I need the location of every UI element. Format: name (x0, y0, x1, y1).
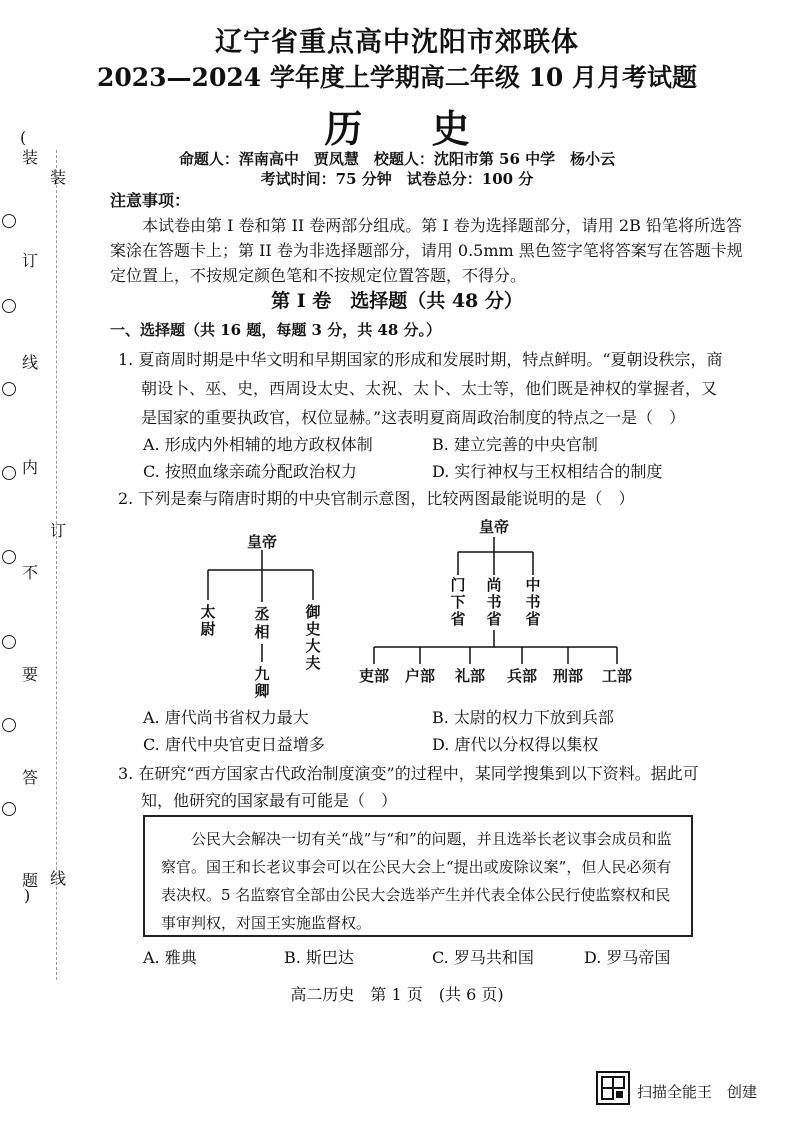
option-c[interactable]: C. 唐代中央官吏日益增多 (143, 735, 325, 754)
section-part: 一、选择题（共 16 题，每题 3 分，共 48 分。） (110, 321, 442, 339)
ministry: 吏部 (358, 667, 390, 685)
qin-emperor: 皇帝 (246, 533, 278, 551)
question-text: 1. 夏商周时期是中华文明和早期国家的形成和发展时期，特点鲜明。“夏朝设秩宗，商 (118, 350, 723, 369)
notes-line: 定位置上，不按规定颜色笔和不按规定位置答题，不得分。 (110, 266, 527, 285)
margin-char: 装 (22, 148, 39, 167)
ministry: 兵部 (506, 667, 538, 685)
ministry: 工部 (601, 667, 633, 685)
option-c[interactable]: C. 罗马共和国 (432, 948, 534, 967)
margin-char: 不 (22, 563, 39, 582)
scanner-watermark: 扫描全能王 创建 (637, 1083, 758, 1101)
tang-shangshu: 尚书省 (486, 576, 502, 628)
option-d[interactable]: D. 唐代以分权得以集权 (432, 735, 599, 754)
option-d[interactable]: D. 罗马帝国 (584, 948, 671, 967)
margin-char: 内 (22, 458, 39, 477)
tang-emperor: 皇帝 (478, 518, 510, 536)
qin-jiuqing: 九卿 (254, 665, 270, 700)
qin-taiwei: 太尉 (200, 603, 216, 638)
margin-char: 装 (50, 168, 67, 187)
option-b[interactable]: B. 斯巴达 (284, 948, 354, 967)
option-a[interactable]: A. 唐代尚书省权力最大 (143, 708, 309, 727)
margin-char: 线 (22, 353, 39, 372)
option-a[interactable]: A. 雅典 (143, 948, 197, 967)
tang-zhongshu: 中书省 (525, 576, 541, 628)
margin-char: 订 (50, 521, 67, 540)
margin-char: 线 (50, 869, 67, 888)
margin-char: ( (20, 128, 27, 147)
authors: 命题人：浑南高中 贾凤慧 校题人：沈阳市第 56 中学 杨小云 (178, 150, 616, 168)
diagram-lines (208, 537, 617, 664)
margin-char: ) (24, 886, 31, 905)
option-a[interactable]: A. 形成内外相辅的地方政权体制 (143, 435, 373, 454)
question-text: 知，他研究的国家最有可能是（ ） (141, 791, 398, 810)
margin-char: 答 (22, 768, 39, 787)
exam-info: 考试时间：75 分钟 试卷总分：100 分 (260, 170, 534, 188)
ministry: 户部 (404, 667, 436, 685)
source-material: 公民大会解决一切有关“战”与“和”的问题，并且选举长老议事会成员和监察官。国王和长老议事会可以在公民大会上“提出或废除议案”，但人民必须有表决权。5 名监察官全部由公民大会选举产生并代表全体公民行使监察权和民事审判权，对国王实施监督权。 (143, 815, 693, 937)
option-c[interactable]: C. 按照血缘亲疏分配政治权力 (143, 462, 357, 481)
school-title: 辽宁省重点高中沈阳市郊联体 (215, 27, 579, 58)
question-text: 是国家的重要执政官，权位显赫。”这表明夏商周政治制度的特点之一是（ ） (141, 408, 686, 427)
question-text: 朝设卜、巫、史，西周设太史、太祝、太卜、太士等，他们既是神权的掌握者，又 (141, 379, 718, 398)
qr-code-icon (596, 1071, 630, 1105)
exam-title: 2023—2024 学年度上学期高二年级 10 月月考试题 (96, 63, 698, 92)
question-text: 3. 在研究“西方国家古代政治制度演变”的过程中，某同学搜集到以下资料。据此可 (118, 764, 699, 783)
tang-menxia: 门下省 (450, 576, 466, 628)
notes-line: 本试卷由第 I 卷和第 II 卷两部分组成。第 I 卷为选择题部分，请用 2B 铅笔将所选答 (142, 216, 742, 235)
margin-char: 要 (22, 665, 39, 684)
option-b[interactable]: B. 太尉的权力下放到兵部 (432, 708, 614, 727)
ministry: 刑部 (552, 667, 584, 685)
notes-heading: 注意事项： (110, 191, 191, 210)
page-footer: 高二历史 第 1 页 (共 6 页) (290, 985, 504, 1004)
qin-yushi: 御史大夫 (305, 603, 321, 672)
subject-title: 历 史 (324, 106, 498, 151)
ministry: 礼部 (454, 667, 486, 685)
qin-chengxiang: 丞相 (254, 605, 270, 641)
question-3 (118, 760, 778, 814)
question-2: 2. 下列是秦与隋唐时期的中央官制示意图，比较两图最能说明的是（ ） (118, 489, 635, 508)
notes-line: 案涂在答题卡上；第 II 卷为非选择题部分，请用 0.5mm 黑色签字笔将答案写在答题卡规 (110, 241, 743, 260)
option-b[interactable]: B. 建立完善的中央官制 (432, 435, 598, 454)
section-title: 第 I 卷 选择题（共 48 分） (271, 290, 523, 312)
option-d[interactable]: D. 实行神权与王权相结合的制度 (432, 462, 663, 481)
margin-char: 订 (22, 251, 39, 270)
margin-char: 题 (22, 871, 39, 890)
